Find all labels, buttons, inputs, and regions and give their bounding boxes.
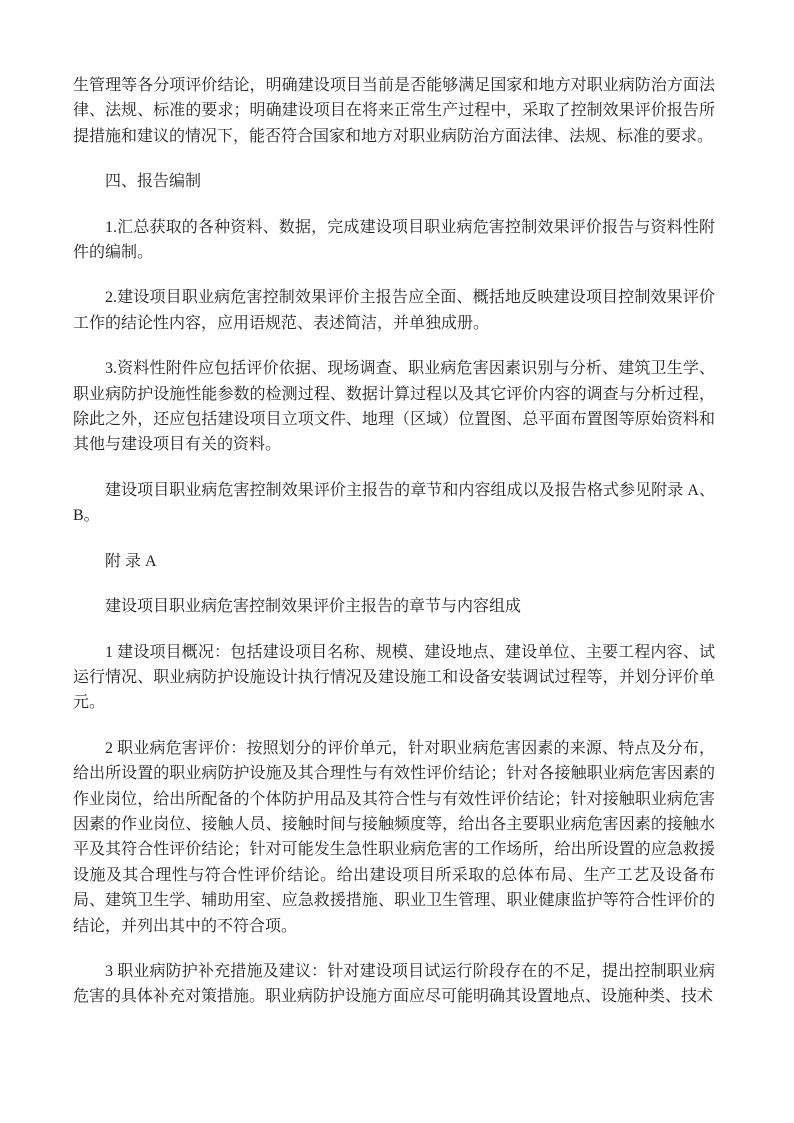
section-heading-report-compilation: 四、报告编制 <box>105 173 202 191</box>
paragraph-continuation-from-previous-page: 生管理等各分项评价结论，明确建设项目当前是否能够满足国家和地方对职业病防治方面法律、法规、标准的要求；明确建设项目在将来正常生产过程中，采取了控制效果评价报告所提措施和建议的情况下，能否符合国家和地方对职业病防治方面法律、法规、标准的要求。 <box>73 77 715 145</box>
appendix-item-3-supplementary-measures: 3 职业病防护补充措施及建议：针对建设项目试运行阶段存在的不足，提出控制职业病危害的具体补充对策措施。职业病防护设施方面应尽可能明确其设置地点、设施种类、技术 <box>73 962 715 1006</box>
numbered-item-3-informative-annex-contents: 3.资料性附件应包括评价依据、现场调查、职业病危害因素识别与分析、建筑卫生学、职业病防护设施性能参数的检测过程、数据计算过程以及其它评价内容的调查与分析过程，除此之外，还应包括建设项目立项文件、地理（区域）位置图、总平面布置图等原始资料和其他与建设项目有关的资料。 <box>73 360 715 454</box>
appendix-a-heading: 附 录 A <box>105 552 157 570</box>
appendix-a-subheading-chapter-composition: 建设项目职业病危害控制效果评价主报告的章节与内容组成 <box>105 598 522 616</box>
numbered-item-1-summarize-materials: 1.汇总获取的各种资料、数据，完成建设项目职业病危害控制效果评价报告与资料性附件的编制。 <box>73 218 715 262</box>
appendix-item-1-project-overview: 1 建设项目概况：包括建设项目名称、规模、建设地点、建设单位、主要工程内容、试运行情况、职业病防护设施设计执行情况及建设施工和设备安装调试过程等，并划分评价单元。 <box>73 643 715 712</box>
numbered-item-2-main-report-requirements: 2.建设项目职业病危害控制效果评价主报告应全面、概括地反映建设项目控制效果评价工作的结论性内容，应用语规范、表述简洁，并单独成册。 <box>73 289 715 332</box>
appendix-item-2-hazard-evaluation: 2 职业病危害评价：按照划分的评价单元，针对职业病危害因素的来源、特点及分布，给出所设置的职业病防护设施及其合理性与有效性评价结论；针对各接触职业病危害因素的作业岗位，给出所配备的个体防护用品及其符合性与有效性评价结论；针对接触职业病危害因素的作业岗位、接触人员、接触时间与接触频度等，给出各主要职业病危害因素的接触水平及其符合性评价结论；针对可能发生急性职业病危害的工作场所，给出所设置的应急救援设施及其合理性与符合性评价结论。给出建设项目所采取的总体布局、生产工艺及设备布局、建筑卫生学、辅助用室、应急救援措施、职业卫生管理、职业健康监护等符合性评价的结论，并列出其中的不符合项。 <box>73 739 715 935</box>
paragraph-see-appendix-a-b: 建设项目职业病危害控制效果评价主报告的章节和内容组成以及报告格式参见附录 A、B。 <box>73 481 715 525</box>
